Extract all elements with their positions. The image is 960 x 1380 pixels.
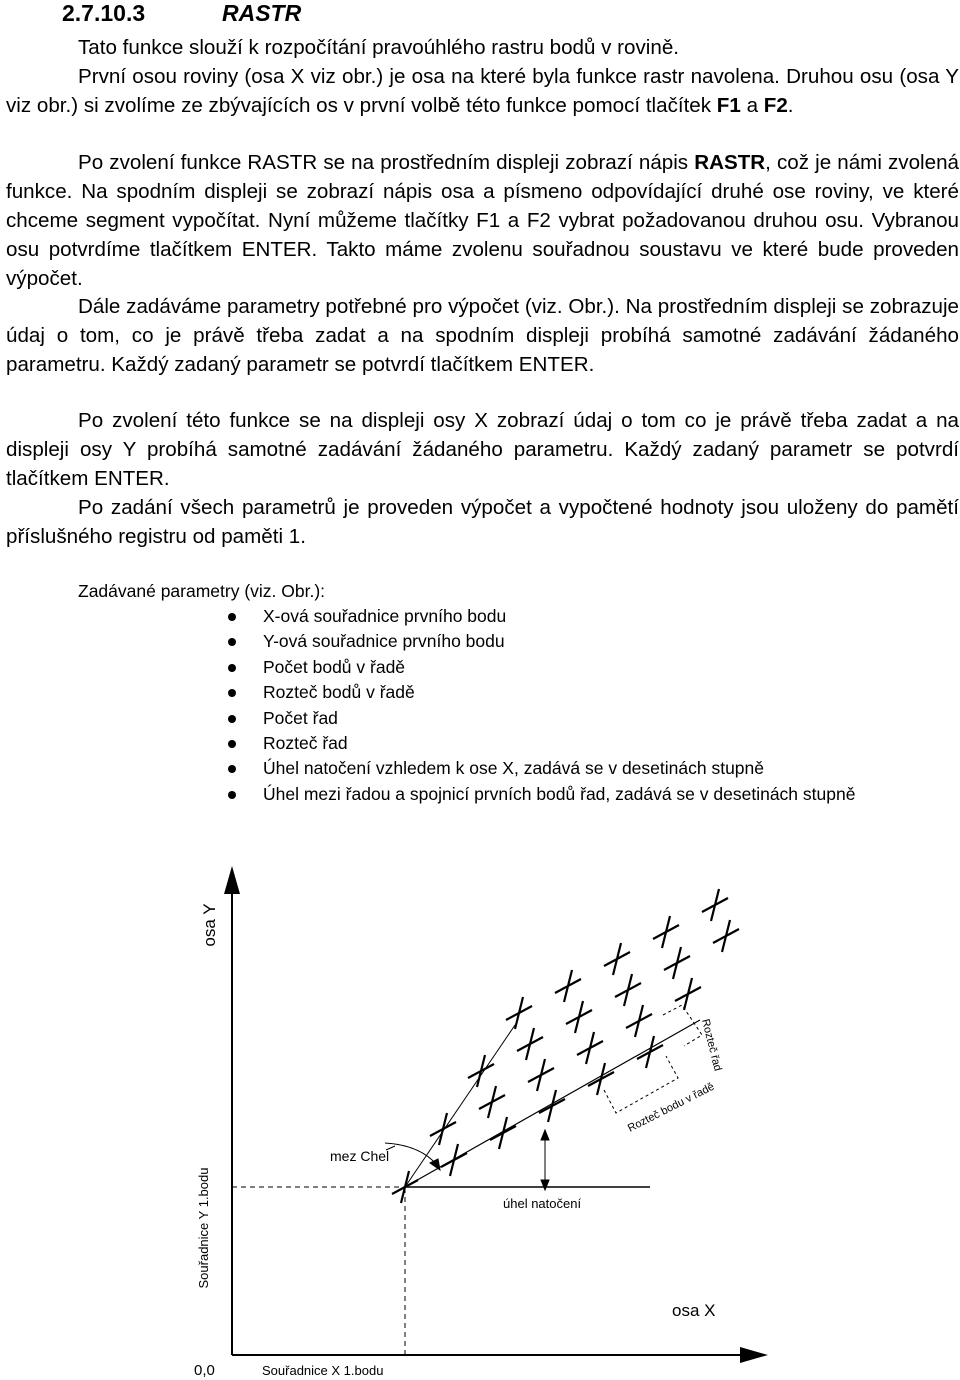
raster-point-cross-icon — [664, 947, 690, 979]
raster-point-cross-icon — [555, 970, 581, 1002]
key-f1: F1 — [716, 94, 741, 117]
origin-label: 0,0 — [194, 1362, 215, 1379]
raster-point-cross-icon — [577, 1032, 603, 1064]
key-f2: F2 — [763, 94, 788, 117]
bullet-icon — [228, 791, 236, 799]
bullet-icon — [228, 689, 236, 697]
raster-point-stroke — [515, 997, 523, 1029]
raster-point-stroke — [526, 1028, 534, 1060]
raster-point-stroke — [624, 974, 632, 1006]
first-points-line — [405, 1025, 515, 1187]
axis-y-label: osa Y — [200, 903, 219, 947]
section-title: RASTR — [222, 0, 302, 26]
axis-x-label: osa X — [672, 1301, 716, 1320]
labels — [194, 903, 724, 1379]
roztec-rad-label: Rozteč řad — [699, 1017, 724, 1073]
bullet-icon — [228, 638, 236, 646]
raster-point-cross-icon — [637, 1036, 663, 1068]
raster-point-stroke — [450, 1144, 458, 1176]
raster-point-cross-icon — [702, 889, 728, 921]
raster-point-cross-icon — [517, 1028, 543, 1060]
bullet-icon — [228, 740, 236, 748]
raster-point-stroke — [722, 920, 730, 952]
bullet-icon — [228, 765, 236, 773]
mez-label: mez Chel — [330, 1148, 390, 1164]
paragraph-intro: Tato funkce slouží k rozpočítání pravoúhlého rastru bodů v rovině. — [78, 36, 679, 59]
coord-y1-label: Souřadnice Y 1.bodu — [196, 1167, 211, 1289]
x-axis-arrow-icon — [740, 1347, 768, 1363]
raster-point-cross-icon — [615, 974, 641, 1006]
raster-point-cross-icon — [506, 997, 532, 1029]
list-item: Rozteč bodů v řadě — [0, 680, 960, 705]
rotation-angle-arrow-icon — [541, 1180, 549, 1190]
raster-point-stroke — [586, 1032, 594, 1064]
raster-point-stroke — [646, 1036, 654, 1068]
raster-point-stroke — [439, 1113, 447, 1145]
raster-point-cross-icon — [566, 1001, 592, 1033]
raster-point-cross-icon — [604, 943, 630, 975]
section-heading — [62, 0, 301, 27]
raster-point-stroke — [662, 916, 670, 948]
coord-x1-label: Souřadnice X 1.bodu — [262, 1363, 384, 1378]
bullet-icon — [228, 664, 236, 672]
paragraph-axes: První osou roviny (osa X viz obr.) je osa na které byla funkce rastr navolena. Druhou osu (osa Y viz obr.) si zvolíme ze zbývajících os v první volbě této funkce pomocí tlačítek F1 a F2. — [6, 65, 959, 117]
raster-point-stroke — [635, 1005, 643, 1037]
roztec-bodu-label: Rozteč bodu v řadě — [625, 1080, 717, 1135]
row-angle-arrow-icon — [430, 1159, 440, 1170]
raster-point-cross-icon — [653, 916, 679, 948]
raster-point-stroke — [537, 1059, 545, 1091]
params-list — [0, 604, 960, 807]
raster-point-stroke — [711, 889, 719, 921]
raster-point-cross-icon — [539, 1090, 565, 1122]
raster-point-stroke — [575, 1001, 583, 1033]
list-item: Úhel mezi řadou a spojnicí prvních bodů řad, zadává se v desetinách stupně — [0, 782, 960, 807]
bullet-icon — [228, 613, 236, 621]
bullet-icon — [228, 715, 236, 723]
paragraph-display-axes: Po zvolení této funkce se na displeji osy X zobrazí údaj o tom co je právě třeba zadat a na displeji osy Y probíhá samotné zadávání žádaného parametru. Každý zadaný parametr se potvrdí tlačítkem ENTER. — [6, 409, 959, 490]
list-item: Počet řad — [0, 706, 960, 731]
raster-point-stroke — [684, 978, 692, 1010]
raster-point-cross-icon — [441, 1144, 467, 1176]
list-item: X-ová souřadnice prvního bodu — [0, 604, 960, 629]
list-item: Y-ová souřadnice prvního bodu — [0, 629, 960, 654]
raster-point-cross-icon — [713, 920, 739, 952]
list-item: Úhel natočení vzhledem k ose X, zadává se v desetinách stupně — [0, 756, 960, 781]
row-spacing-dim — [663, 1005, 702, 1046]
row-angle-arc — [385, 1143, 437, 1165]
axes — [224, 866, 768, 1363]
raster-point-cross-icon — [675, 978, 701, 1010]
raster-points — [392, 889, 739, 1203]
list-item: Rozteč řad — [0, 731, 960, 756]
dimensions — [385, 1005, 702, 1190]
raster-point-stroke — [564, 970, 572, 1002]
uhel-label: úhel natočení — [503, 1196, 582, 1211]
paragraph-result: Po zadání všech parametrů je proveden výpočet a vypočtené hodnoty jsou uloženy do pamětí příslušného registru od paměti 1. — [6, 496, 959, 548]
raster-point-cross-icon — [528, 1059, 554, 1091]
raster-point-cross-icon — [479, 1086, 505, 1118]
params-title: Zadávané parametry (viz. Obr.): — [78, 581, 326, 601]
raster-point-stroke — [488, 1086, 496, 1118]
raster-diagram — [0, 850, 960, 1380]
paragraph-parameters: Dále zadáváme parametry potřebné pro výpočet (viz. Obr.). Na prostředním displeji se zobrazuje údaj o tom, co je právě třeba zadat a na spodním displeji probíhá samotné zadávání žádaného parametru. Každý zadaný parametr se potvrdí tlačítkem ENTER. — [6, 295, 959, 376]
raster-point-cross-icon — [468, 1055, 494, 1087]
raster-point-cross-icon — [626, 1005, 652, 1037]
rotation-angle-arrow2-icon — [541, 1130, 549, 1140]
y-axis-arrow-icon — [224, 866, 240, 894]
raster-point-stroke — [673, 947, 681, 979]
raster-point-stroke — [613, 943, 621, 975]
section-number: 2.7.10.3 — [62, 0, 146, 26]
rastr-label: RASTR — [694, 151, 766, 174]
raster-point-cross-icon — [588, 1063, 614, 1095]
raster-point-cross-icon — [490, 1117, 516, 1149]
paragraph-rastr-display: Po zvolení funkce RASTR se na prostředním displeji zobrazí nápis RASTR, což je námi zvolená funkce. Na spodním displeji se zobrazí nápis osa a písmeno odpovídající druhé ose roviny, ve které chceme segment vypočítat. Nyní můžeme tlačítky F1 a F2 vybrat požadovanou druhou osu. Vybranou osu potvrdíme tlačítkem ENTER. Takto máme zvolenu souřadnou soustavu ve které bude proveden výpočet. — [6, 151, 959, 290]
list-item: Počet bodů v řadě — [0, 655, 960, 680]
